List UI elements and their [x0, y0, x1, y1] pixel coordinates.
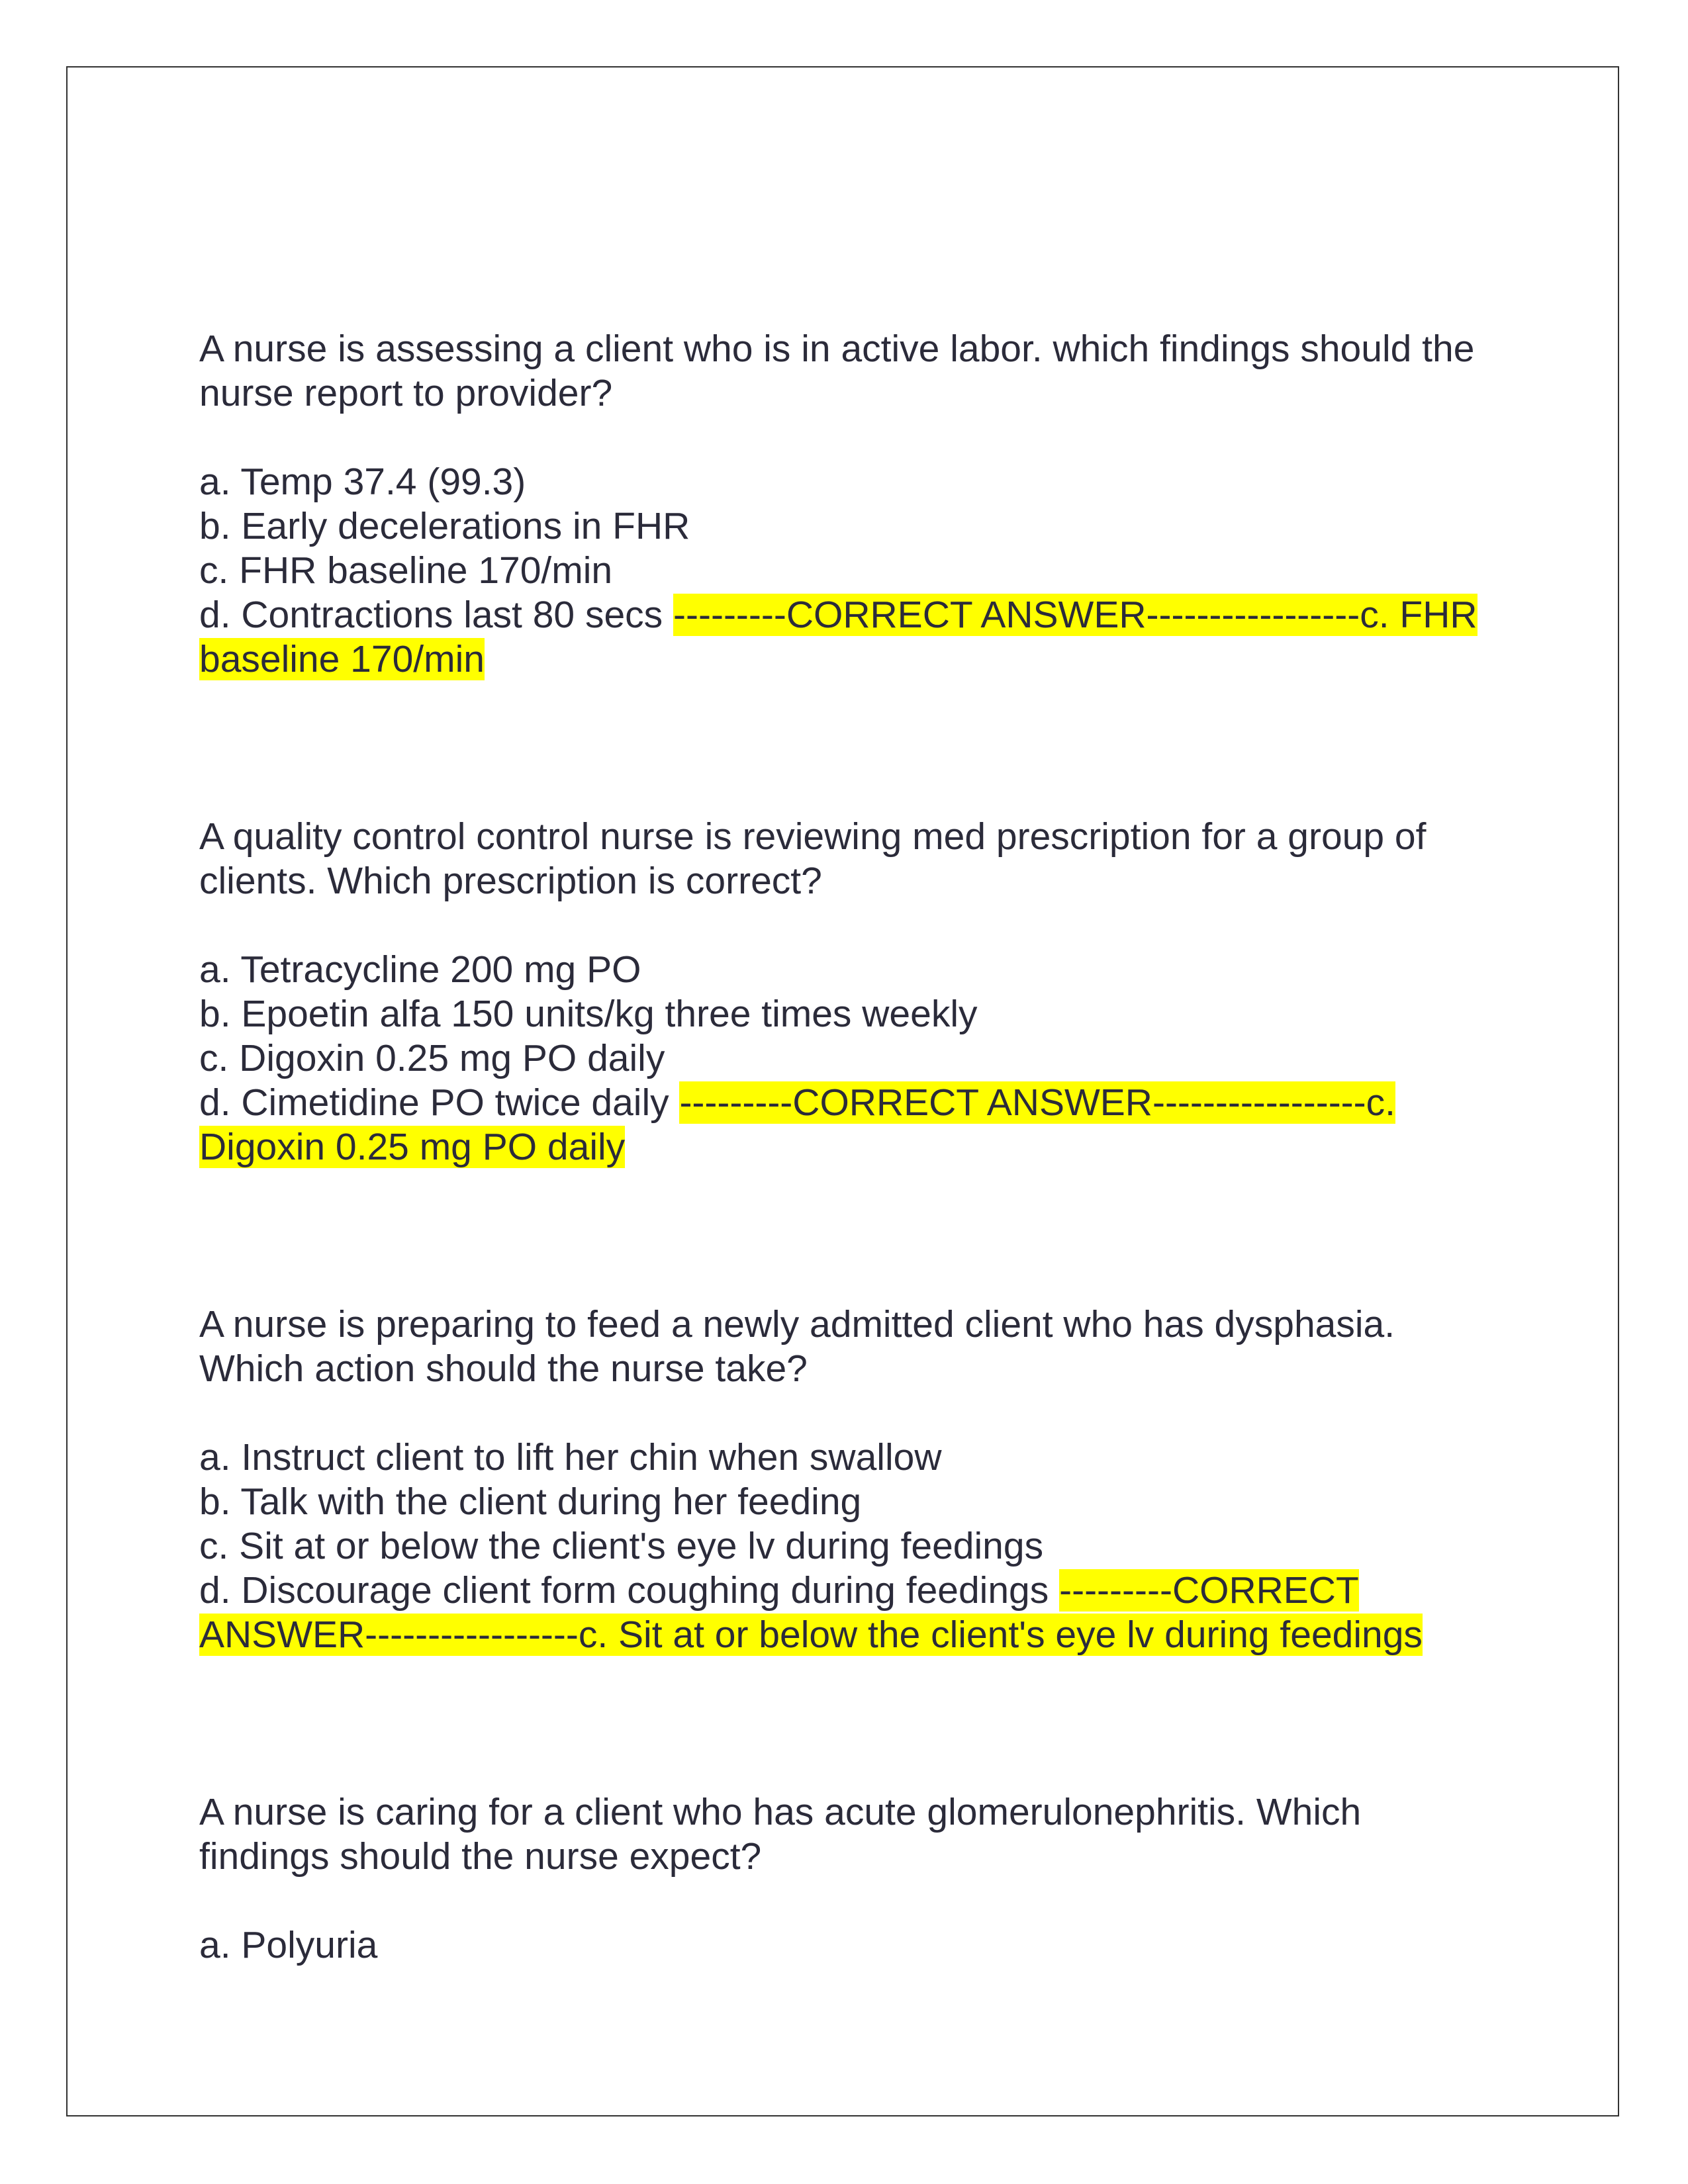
- answer-option: a. Temp 37.4 (99.3): [199, 461, 526, 503]
- question-2: [199, 815, 1497, 1169]
- question-stem: A nurse is caring for a client who has acute glomerulonephritis. Which findings should the nurse expect?: [199, 1791, 1362, 1878]
- answer-option: a. Instruct client to lift her chin when swallow: [199, 1436, 942, 1479]
- question-stem: A nurse is assessing a client who is in active labor. which findings should the nurse report to provider?: [199, 328, 1475, 414]
- answer-option: d. Contractions last 80 secs: [199, 594, 663, 636]
- answer-option: b. Epoetin alfa 150 units/kg three times weekly: [199, 993, 978, 1035]
- question-stem: A nurse is preparing to feed a newly admitted client who has dysphasia. Which action should the nurse take?: [199, 1303, 1395, 1390]
- answer-option-with-answer: [199, 1081, 1497, 1169]
- answer-option-with-answer: [199, 1569, 1497, 1657]
- question-4: [199, 1790, 1497, 1968]
- answer-option: c. FHR baseline 170/min: [199, 549, 613, 592]
- answer-option: a. Polyuria: [199, 1924, 378, 1966]
- answer-option: a. Tetracycline 200 mg PO: [199, 948, 641, 991]
- question-1: [199, 327, 1497, 682]
- answer-option: b. Talk with the client during her feeding: [199, 1480, 862, 1523]
- answer-option: d. Cimetidine PO twice daily: [199, 1081, 669, 1124]
- document-body: [199, 327, 1497, 1968]
- answer-option: d. Discourage client form coughing during feedings: [199, 1569, 1049, 1612]
- answer-option: b. Early decelerations in FHR: [199, 505, 690, 547]
- answer-option: c. Sit at or below the client's eye lv during feedings: [199, 1525, 1044, 1567]
- answer-option: c. Digoxin 0.25 mg PO daily: [199, 1037, 665, 1079]
- correct-answer-highlight: ---------CORRECT ANSWER-----------------c. FHR baseline 170/min: [199, 594, 1477, 680]
- correct-answer-highlight: ---------CORRECT ANSWER-----------------c. Digoxin 0.25 mg PO daily: [199, 1081, 1395, 1168]
- question-stem: A quality control control nurse is reviewing med prescription for a group of clients. Which prescription is correct?: [199, 815, 1427, 902]
- question-3: [199, 1302, 1497, 1657]
- correct-answer-highlight: ---------CORRECT ANSWER-----------------c. Sit at or below the client's eye lv during feedings: [199, 1569, 1423, 1656]
- answer-option-with-answer: [199, 593, 1497, 682]
